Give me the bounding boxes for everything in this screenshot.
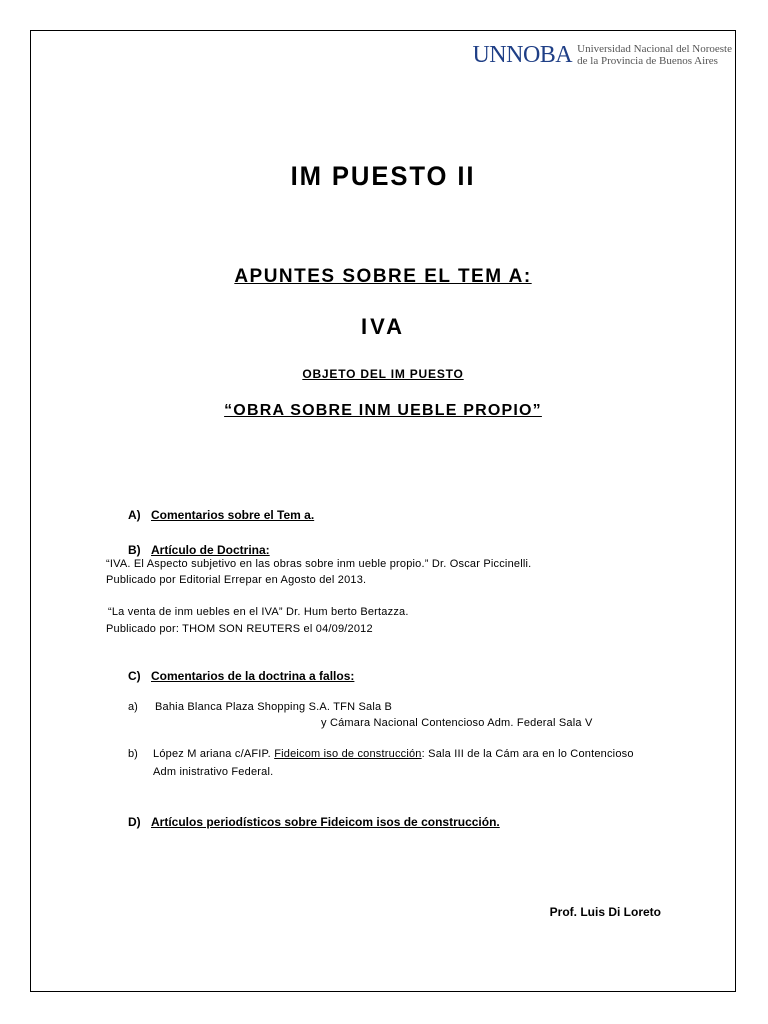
author-signature: Prof. Luis Di Loreto — [549, 905, 661, 919]
section-c-heading — [128, 669, 354, 683]
item-b-letter: b) — [128, 748, 138, 760]
section-c-text: Comentarios de la doctrina a fallos: — [151, 669, 355, 683]
document-subtitle: APUNTES SOBRE EL TEM A: — [234, 266, 532, 287]
section-b-letter: B) — [128, 543, 141, 557]
topic-heading: IVA — [360, 314, 406, 339]
section-d-heading — [128, 815, 500, 829]
section-c-letter: C) — [128, 669, 141, 683]
logo-text — [577, 43, 732, 67]
item-b-line-1-post: : Sala III de la Cám ara en lo Contencioso — [421, 748, 634, 760]
item-b-underlined: Fideicom iso de construcción — [274, 748, 422, 760]
obra-heading: “OBRA SOBRE INM UEBLE PROPIO” — [224, 402, 542, 419]
item-b-line-2: Adm inistrativo Federal. — [153, 766, 274, 778]
section-b-text: Artículo de Doctrina: — [151, 543, 270, 557]
section-a-text: Comentarios sobre el Tem a. — [151, 508, 315, 522]
item-b-line-1 — [153, 748, 634, 760]
section-a-letter: A) — [128, 508, 141, 522]
section-a-heading — [128, 508, 314, 522]
logo-line-1: Universidad Nacional del Noroeste — [577, 43, 732, 55]
item-a-letter: a) — [128, 701, 138, 713]
logo-mark: UNNOBA — [472, 42, 573, 68]
reference-1-line-2: Publicado por Editorial Errepar en Agosto del 2013. — [106, 574, 367, 586]
item-a-line-2: y Cámara Nacional Contencioso Adm. Federal Sala V — [321, 717, 593, 729]
section-d-text: Artículos periodísticos sobre Fideicom isos de construcción. — [151, 815, 500, 829]
unnoba-logo — [472, 43, 732, 67]
document-title: IM PUESTO II — [290, 161, 476, 191]
reference-2-line-2: Publicado por: THOM SON REUTERS el 04/09/2012 — [106, 623, 373, 635]
item-b-line-1-pre: López M ariana c/AFIP. — [153, 748, 275, 760]
section-d-letter: D) — [128, 815, 141, 829]
reference-2-line-1: “La venta de inm uebles en el IVA” Dr. Hum berto Bertazza. — [108, 606, 409, 618]
logo-line-2: de la Provincia de Buenos Aires — [577, 55, 718, 67]
objeto-heading: OBJETO DEL IM PUESTO — [302, 367, 464, 381]
reference-1-line-1: “IVA. El Aspecto subjetivo en las obras sobre inm ueble propio.” Dr. Oscar Piccinelli. — [106, 558, 532, 570]
section-b-heading — [128, 543, 270, 557]
item-a-line-1: Bahia Blanca Plaza Shopping S.A. TFN Sala B — [155, 701, 393, 713]
